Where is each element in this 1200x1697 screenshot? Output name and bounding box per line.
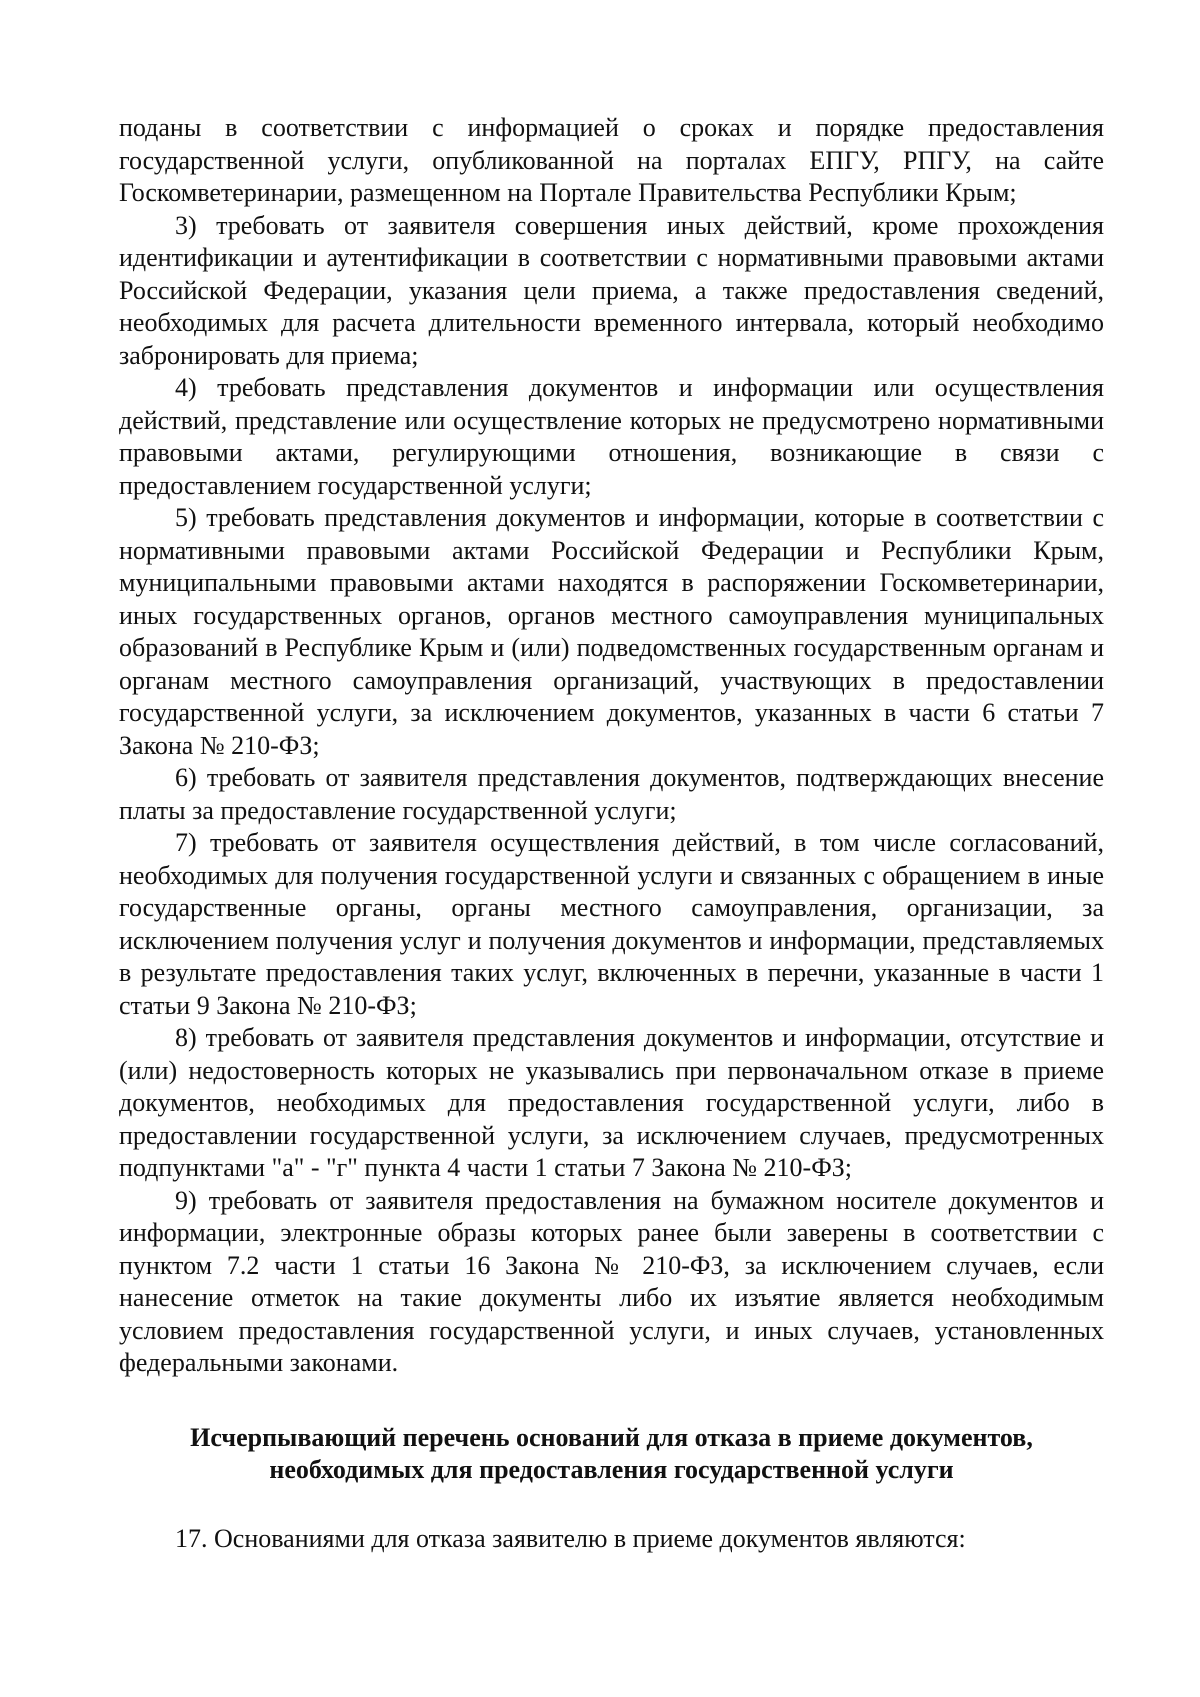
paragraph-item-5: 5) требовать представления документов и информации, которые в соответствии с нормативными правовыми актами Российской Федерации и Республики Крым, муниципальными правовыми актами находятся в распоряжении Госкомветеринарии, иных государственных органов, органов местного самоуправления муниципальных образований в Республике Крым и (или) подведомственных государственным органам и органам местного самоуправления организаций, участвующих в предоставлении государственной услуги, за исключением документов, указанных в части 6 статьи 7 Закона № 210-ФЗ; [119, 503, 1104, 760]
document-body [119, 112, 1104, 1555]
paragraph-item-4: 4) требовать представления документов и информации или осуществления действий, представление или осуществление которых не предусмотрено нормативными правовыми актами, регулирующими отношения, возникающие в связи с предоставлением государственной услуги; [119, 373, 1104, 500]
section-heading [119, 1422, 1104, 1487]
paragraph-item-8: 8) требовать от заявителя представления документов и информации, отсутствие и (или) недостоверность которых не указывались при первоначальном отказе в приеме документов, необходимых для предоставления государственной услуги, либо в предоставлении государственной услуги, за исключением случаев, предусмотренных подпунктами "а" - "г" пункта 4 части 1 статьи 7 Закона № 210-ФЗ; [119, 1023, 1104, 1182]
paragraph-item-7: 7) требовать от заявителя осуществления действий, в том числе согласований, необходимых для получения государственной услуги и связанных с обращением в иные государственные органы, органы местного самоуправления, организации, за исключением получения услуг и получения документов и информации, представляемых в результате предоставления таких услуг, включенных в перечни, указанные в части 1 статьи 9 Закона № 210-ФЗ; [119, 828, 1104, 1020]
section-heading-line-2: необходимых для предоставления государственной услуги [269, 1455, 954, 1484]
paragraph-item-9: 9) требовать от заявителя предоставления на бумажном носителе документов и информации, электронные образы которых ранее были заверены в соответствии с пунктом 7.2 части 1 статьи 16 Закона № 210-ФЗ, за исключением случаев, если нанесение отметок на такие документы либо их изъятие является необходимым условием предоставления государственной услуги, и иных случаев, установленных федеральными законами. [119, 1185, 1104, 1377]
paragraph-continuation: поданы в соответствии с информацией о сроках и порядке предоставления государственной услуги, опубликованной на порталах ЕПГУ, РПГУ, на сайте Госкомветеринарии, размещенном на Портале Правительства Республики Крым; [119, 113, 1104, 207]
paragraph-item-6: 6) требовать от заявителя представления документов, подтверждающих внесение платы за предоставление государственной услуги; [119, 763, 1104, 825]
paragraph-item-3: 3) требовать от заявителя совершения иных действий, кроме прохождения идентификации и аутентификации в соответствии с нормативными правовыми актами Российской Федерации, указания цели приема, а также предоставления сведений, необходимых для расчета длительности временного интервала, который необходимо забронировать для приема; [119, 210, 1104, 370]
paragraph-item-17: 17. Основаниями для отказа заявителю в приеме документов являются: [175, 1523, 966, 1553]
section-heading-line-1: Исчерпывающий перечень оснований для отказа в приеме документов, [190, 1422, 1033, 1452]
